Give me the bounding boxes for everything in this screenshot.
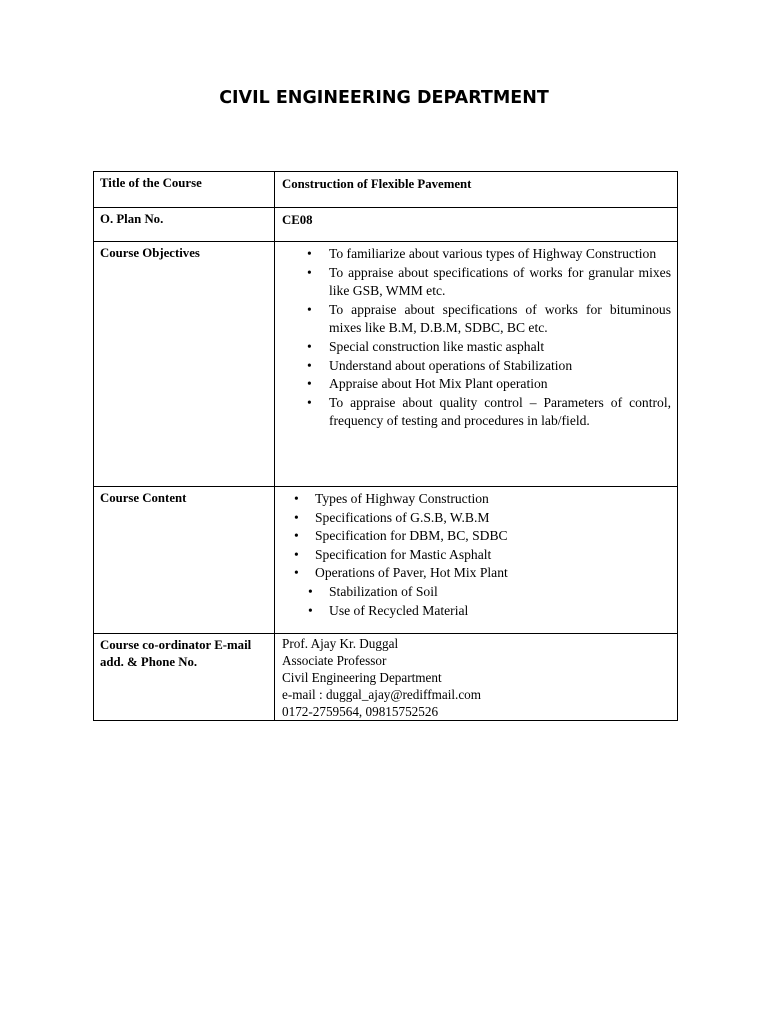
objective-item: • Appraise about Hot Mix Plant operation (329, 375, 671, 394)
coordinator-department: Civil Engineering Department (282, 670, 442, 685)
content-item: • Specification for Mastic Asphalt (315, 546, 671, 565)
coordinator-email: e-mail : duggal_ajay@rediffmail.com (282, 687, 482, 702)
objectives-cell (275, 242, 678, 487)
plan-number-value: CE08 (275, 208, 678, 242)
coordinator-name: Prof. Ajay Kr. Duggal (282, 636, 399, 651)
table-row-plan (94, 208, 678, 242)
content-item: • Types of Highway Construction (315, 490, 671, 509)
objective-item: • Special construction like mastic asphalt (329, 338, 671, 357)
content-item: • Specification for DBM, BC, SDBC (315, 527, 671, 546)
content-item: • Operations of Paver, Hot Mix Plant (315, 564, 671, 583)
objective-item: • Understand about operations of Stabilization (329, 357, 671, 376)
course-title-label: Title of the Course (94, 172, 275, 208)
objectives-label: Course Objectives (94, 242, 275, 487)
coordinator-cell (275, 634, 678, 721)
course-title-value: Construction of Flexible Pavement (275, 172, 678, 208)
objective-item: • To appraise about specifications of works for granular mixes like GSB, WMM etc. (329, 264, 671, 301)
objective-item: • To familiarize about various types of Highway Construction (329, 245, 671, 264)
objective-item: • To appraise about specifications of works for bituminous mixes like B.M, D.B.M, SDBC, BC etc. (329, 301, 671, 338)
content-item: • Specifications of G.S.B, W.B.M (315, 509, 671, 528)
content-list (282, 490, 671, 620)
table-row-objectives (94, 242, 678, 487)
coordinator-label: Course co-ordinator E-mail add. & Phone No. (94, 634, 275, 721)
content-cell (275, 487, 678, 634)
coordinator-designation: Associate Professor (282, 653, 387, 668)
table-row-coordinator (94, 634, 678, 721)
objective-item: • To appraise about quality control – Parameters of control, frequency of testing and procedures in lab/field. (329, 394, 671, 431)
content-item: • Stabilization of Soil (315, 583, 671, 602)
table-row-title (94, 172, 678, 208)
objectives-list (282, 245, 671, 431)
coordinator-phone: 0172-2759564, 09815752526 (282, 704, 439, 719)
content-label: Course Content (94, 487, 275, 634)
plan-number-label: O. Plan No. (94, 208, 275, 242)
page-title: CIVIL ENGINEERING DEPARTMENT (219, 88, 549, 108)
course-details-table (93, 171, 678, 721)
content-item: • Use of Recycled Material (315, 602, 671, 621)
table-row-content (94, 487, 678, 634)
